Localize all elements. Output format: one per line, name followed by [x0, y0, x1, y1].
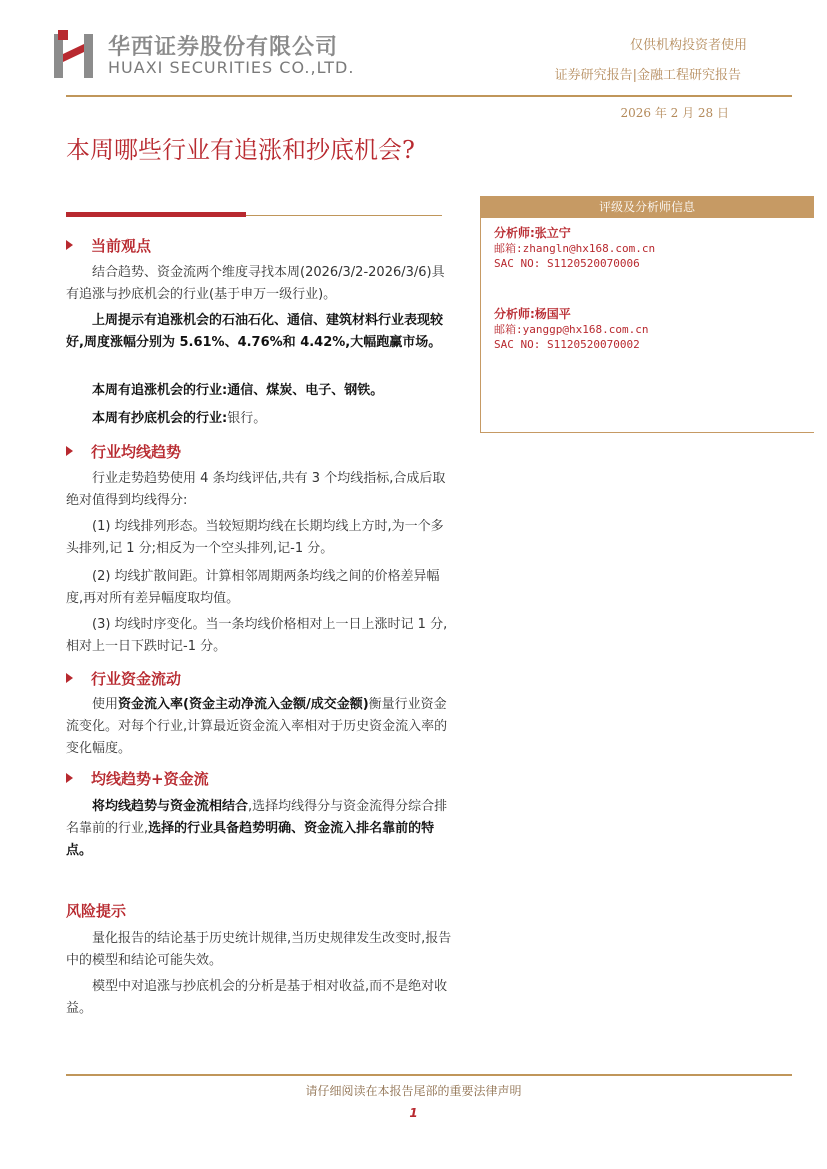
analyst-sac-no: SAC NO: S1120520070006	[494, 257, 640, 270]
section-heading-risk: 风险提示	[66, 902, 127, 920]
current-view-paragraph-4: 本周有抄底机会的行业:银行。	[92, 411, 267, 426]
analyst-name: 分析师:杨国平	[494, 307, 571, 321]
ma-trend-paragraph-1: 行业走势趋势使用 4 条均线评估,共有 3 个均线指标,合成后取绝对值得到均线得分:	[66, 471, 446, 508]
analyst-email[interactable]: 邮箱:yanggp@hx168.com.cn	[494, 323, 649, 336]
risk-paragraph-1: 量化报告的结论基于历史统计规律,当历史规律发生改变时,报告中的模型和结论可能失效。	[66, 931, 452, 968]
rating-analyst-header: 评级及分析师信息	[480, 196, 814, 218]
title-divider-red	[66, 212, 246, 217]
audience-restriction: 仅供机构投资者使用	[629, 38, 747, 53]
legal-notice: 请仔细阅读在本报告尾部的重要法律声明	[305, 1084, 522, 1098]
company-name-en: HUAXI SECURITIES CO.,LTD.	[108, 58, 355, 77]
page-title: 本周哪些行业有追涨和抄底机会?	[66, 136, 415, 164]
huaxi-logo-icon	[54, 30, 96, 80]
ma-trend-paragraph-2: (1) 均线排列形态。当较短期均线在长期均线上方时,为一个多头排列,记 1 分;相反为一个空头排列,记-1 分。	[66, 519, 444, 556]
company-name-cn: 华西证券股份有限公司	[108, 35, 339, 60]
analyst-sac-no: SAC NO: S1120520070002	[494, 338, 640, 351]
report-type: 证券研究报告|金融工程研究报告	[554, 68, 741, 83]
title-divider-tan	[246, 215, 442, 216]
current-view-paragraph-2: 上周提示有追涨机会的石油石化、通信、建筑材料行业表现较好,周度涨幅分别为 5.61%、4.76%和 4.42%,大幅跑赢市场。	[66, 313, 444, 350]
risk-paragraph-2: 模型中对追涨与抄底机会的分析是基于相对收益,而不是绝对收益。	[66, 979, 448, 1016]
section-heading-ma-trend: 行业均线趋势	[66, 441, 181, 462]
ma-trend-paragraph-4: (3) 均线时序变化。当一条均线价格相对上一日上涨时记 1 分,相对上一日下跌时记-1 分。	[66, 617, 448, 654]
report-date: 2026 年 2 月 28 日	[620, 106, 729, 120]
ma-trend-paragraph-3: (2) 均线扩散间距。计算相邻周期两条均线之间的价格差异幅度,再对所有差异幅度取均值。	[66, 569, 440, 606]
bullet-triangle-icon	[66, 446, 73, 456]
bullet-triangle-icon	[66, 673, 73, 683]
section-heading-fund-flow: 行业资金流动	[66, 668, 181, 689]
fund-flow-paragraph-1: 使用资金流入率(资金主动净流入金额/成交金额)衡量行业资金流变化。对每个行业,计算最近资金流入率相对于历史资金流入率的变化幅度。	[66, 697, 448, 756]
footer-divider	[66, 1074, 792, 1076]
analyst-email[interactable]: 邮箱:zhangln@hx168.com.cn	[494, 242, 656, 255]
current-view-paragraph-1: 结合趋势、资金流两个维度寻找本周(2026/3/2-2026/3/6)具有追涨与抄底机会的行业(基于申万一级行业)。	[66, 265, 445, 302]
combined-paragraph-1: 将均线趋势与资金流相结合,选择均线得分与资金流得分综合排名靠前的行业,选择的行业具备趋势明确、资金流入排名靠前的特点。	[66, 799, 448, 858]
analyst-name: 分析师:张立宁	[494, 226, 571, 240]
current-view-paragraph-3: 本周有追涨机会的行业:通信、煤炭、电子、钢铁。	[92, 383, 384, 398]
section-heading-current-view: 当前观点	[66, 235, 151, 256]
header-divider	[66, 95, 792, 97]
page-number: 1	[409, 1106, 418, 1120]
bullet-triangle-icon	[66, 773, 73, 783]
bullet-triangle-icon	[66, 240, 73, 250]
section-heading-combined: 均线趋势+资金流	[66, 768, 209, 789]
